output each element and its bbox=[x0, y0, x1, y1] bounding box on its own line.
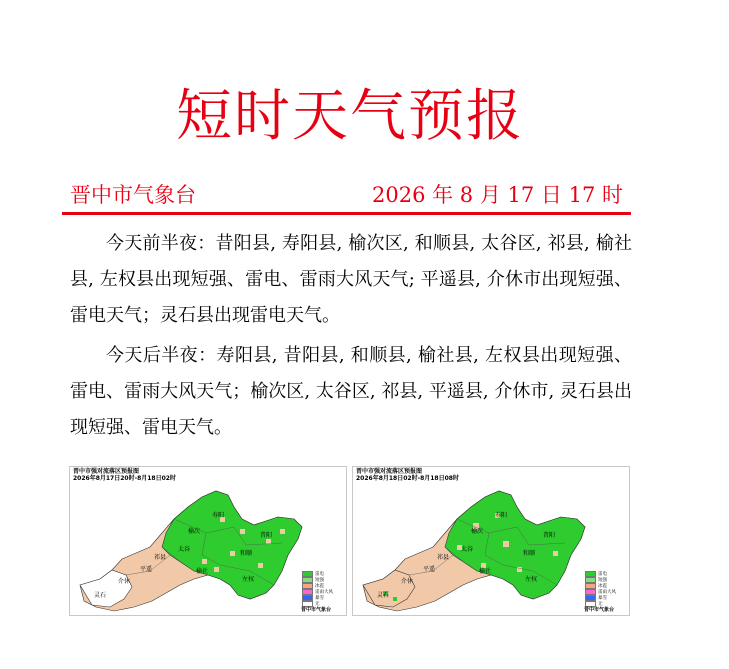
label-zuoquan: 左权 bbox=[242, 576, 255, 583]
label-zuoquan: 左权 bbox=[525, 576, 538, 583]
label-taigu: 太谷 bbox=[178, 546, 191, 553]
label-heshun: 和顺 bbox=[240, 550, 253, 557]
label-yushe: 榆社 bbox=[196, 568, 209, 575]
label-xiyang: 昔阳 bbox=[543, 532, 556, 539]
forecast-map-1 bbox=[69, 466, 347, 616]
label-yushe: 榆社 bbox=[479, 568, 492, 575]
label-shouyang: 寿阳 bbox=[212, 512, 225, 519]
label-yuci: 榆次 bbox=[188, 528, 201, 535]
header-divider bbox=[62, 212, 631, 215]
issue-datetime: 2026 年 8 月 17 日 17 时 bbox=[372, 183, 623, 207]
map-source: 晋中市气象台 bbox=[584, 607, 615, 613]
label-xiyang: 昔阳 bbox=[260, 532, 273, 539]
issuer-name: 晋中市气象台 bbox=[70, 183, 196, 207]
label-heshun: 和顺 bbox=[523, 550, 536, 557]
label-taigu: 太谷 bbox=[461, 546, 474, 553]
map-source: 晋中市气象台 bbox=[301, 607, 332, 613]
forecast-body bbox=[70, 226, 632, 450]
map-title: 晋中市强对流落区预报图 2026年8月18日02时-8月18日08时 bbox=[356, 468, 459, 482]
label-shouyang: 寿阳 bbox=[495, 512, 508, 519]
label-jiexiu: 介休 bbox=[118, 578, 131, 585]
forecast-map-2 bbox=[352, 466, 630, 616]
label-qixian: 祁县 bbox=[437, 554, 450, 561]
map-legend: 雷电 短强 冰雹 雷雨大风 暴雪 无 bbox=[585, 571, 616, 607]
map-title: 晋中市强对流落区预报图 2026年8月17日20时-8月18日02时 bbox=[73, 468, 176, 482]
label-lingshi: 灵石 bbox=[377, 592, 390, 599]
page-title: 短时天气预报 bbox=[176, 84, 524, 149]
label-qixian: 祁县 bbox=[154, 554, 167, 561]
map-legend: 雷电 短强 冰雹 雷雨大风 暴雪 无 bbox=[302, 571, 333, 607]
forecast-paragraph-second-half-night: 今天后半夜：寿阳县, 昔阳县, 和顺县, 榆社县, 左权县出现短强、雷电、雷雨大风天气；榆次区, 太谷区, 祁县, 平遥县, 介休市, 灵石县出现短强、雷电天气。 bbox=[70, 345, 632, 438]
label-lingshi: 灵石 bbox=[94, 592, 107, 599]
forecast-paragraph-first-half-night: 今天前半夜：昔阳县, 寿阳县, 榆次区, 和顺县, 太谷区, 祁县, 榆社县, 左权县出现短强、雷电、雷雨大风天气; 平遥县, 介休市出现短强、雷电天气；灵石县出现雷电天气。 bbox=[70, 233, 632, 326]
label-pingyao: 平遥 bbox=[140, 566, 153, 573]
label-jiexiu: 介休 bbox=[401, 578, 414, 585]
label-yuci: 榆次 bbox=[471, 528, 484, 535]
label-pingyao: 平遥 bbox=[423, 566, 436, 573]
